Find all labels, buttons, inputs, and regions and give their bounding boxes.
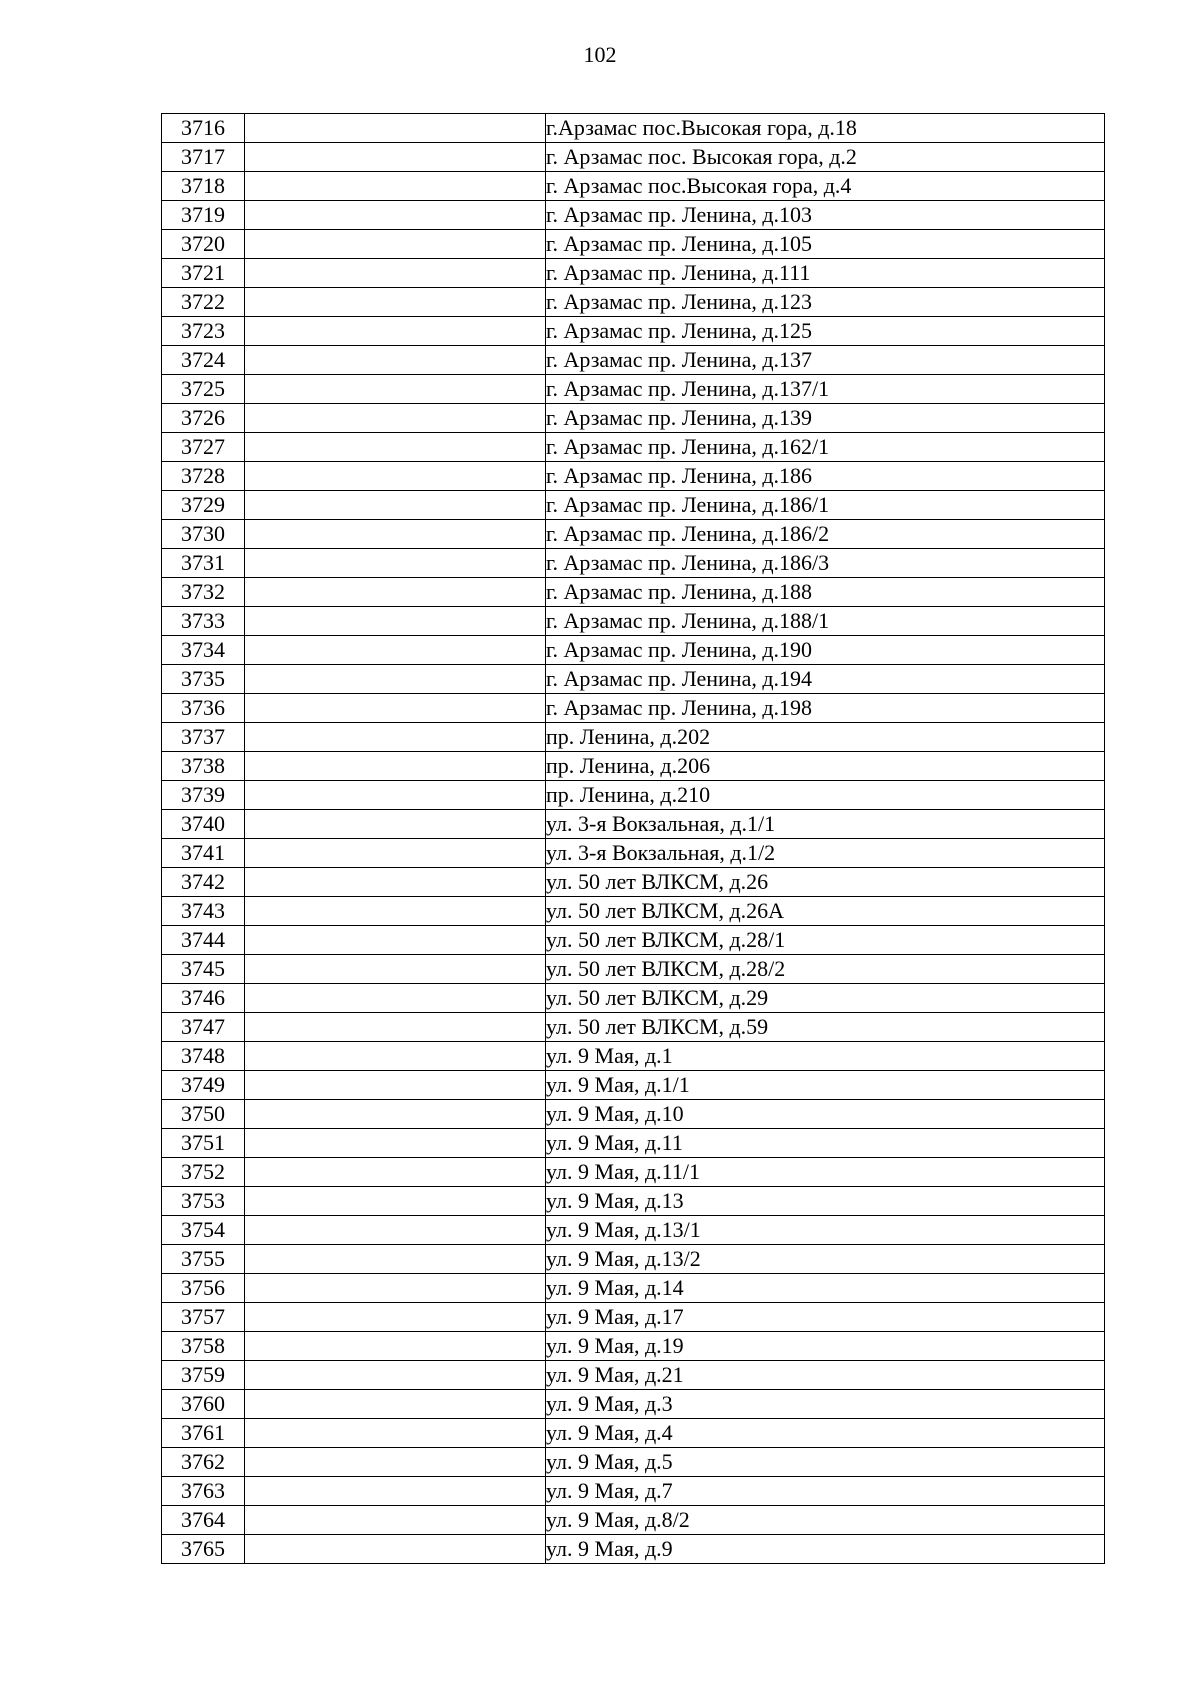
row-name-cell [245,752,546,781]
row-name-cell [245,317,546,346]
row-number-cell: 3739 [162,781,245,810]
row-name-cell [245,1274,546,1303]
row-number-cell: 3746 [162,984,245,1013]
row-number-cell: 3749 [162,1071,245,1100]
row-number-cell: 3765 [162,1535,245,1564]
row-address-cell: ул. 9 Мая, д.4 [546,1419,1105,1448]
table-row [162,1332,1105,1361]
row-address-cell: г. Арзамас пр. Ленина, д.188/1 [546,607,1105,636]
table-row [162,1013,1105,1042]
table-row [162,317,1105,346]
row-name-cell [245,1129,546,1158]
row-number-cell: 3762 [162,1448,245,1477]
row-number-cell: 3764 [162,1506,245,1535]
row-number-cell: 3737 [162,723,245,752]
row-name-cell [245,1100,546,1129]
row-number-cell: 3734 [162,636,245,665]
row-address-cell: г. Арзамас пр. Ленина, д.139 [546,404,1105,433]
row-address-cell: ул. 9 Мая, д.9 [546,1535,1105,1564]
table-row [162,694,1105,723]
row-number-cell: 3760 [162,1390,245,1419]
row-name-cell [245,839,546,868]
table-row [162,1477,1105,1506]
row-number-cell: 3729 [162,491,245,520]
row-address-cell: ул. 50 лет ВЛКСМ, д.29 [546,984,1105,1013]
row-address-cell: г. Арзамас пр. Ленина, д.125 [546,317,1105,346]
table-row [162,955,1105,984]
row-name-cell [245,636,546,665]
row-name-cell [245,346,546,375]
table-row [162,578,1105,607]
table-row [162,1216,1105,1245]
row-name-cell [245,1477,546,1506]
table-row [162,230,1105,259]
row-number-cell: 3726 [162,404,245,433]
row-name-cell [245,665,546,694]
row-address-cell: ул. 9 Мая, д.14 [546,1274,1105,1303]
row-number-cell: 3732 [162,578,245,607]
table-row [162,1129,1105,1158]
row-number-cell: 3725 [162,375,245,404]
row-number-cell: 3755 [162,1245,245,1274]
row-number-cell: 3745 [162,955,245,984]
table-row [162,114,1105,143]
row-number-cell: 3720 [162,230,245,259]
row-address-cell: ул. 9 Мая, д.19 [546,1332,1105,1361]
row-number-cell: 3723 [162,317,245,346]
table-row [162,1361,1105,1390]
table-row [162,143,1105,172]
row-name-cell [245,1390,546,1419]
row-address-cell: ул. 3-я Вокзальная, д.1/2 [546,839,1105,868]
row-address-cell: г. Арзамас пр. Ленина, д.190 [546,636,1105,665]
row-number-cell: 3740 [162,810,245,839]
row-number-cell: 3722 [162,288,245,317]
row-name-cell [245,1361,546,1390]
row-number-cell: 3750 [162,1100,245,1129]
row-number-cell: 3721 [162,259,245,288]
row-address-cell: пр. Ленина, д.210 [546,781,1105,810]
row-name-cell [245,1535,546,1564]
row-address-cell: ул. 50 лет ВЛКСМ, д.28/1 [546,926,1105,955]
row-address-cell: ул. 9 Мая, д.1 [546,1042,1105,1071]
row-name-cell [245,520,546,549]
row-address-cell: пр. Ленина, д.206 [546,752,1105,781]
row-name-cell [245,607,546,636]
row-name-cell [245,868,546,897]
table-row [162,201,1105,230]
row-number-cell: 3727 [162,433,245,462]
row-address-cell: ул. 9 Мая, д.13 [546,1187,1105,1216]
row-address-cell: г. Арзамас пр. Ленина, д.137 [546,346,1105,375]
row-name-cell [245,926,546,955]
table-row [162,433,1105,462]
table-row [162,636,1105,665]
row-name-cell [245,201,546,230]
row-address-cell: г. Арзамас пос. Высокая гора, д.2 [546,143,1105,172]
table-row [162,346,1105,375]
row-number-cell: 3757 [162,1303,245,1332]
table-row [162,1535,1105,1564]
row-name-cell [245,491,546,520]
table-row [162,723,1105,752]
table-row [162,1158,1105,1187]
row-number-cell: 3758 [162,1332,245,1361]
row-number-cell: 3742 [162,868,245,897]
page-number: 102 [583,42,617,67]
row-name-cell [245,723,546,752]
table-row [162,1071,1105,1100]
table-row [162,752,1105,781]
row-number-cell: 3759 [162,1361,245,1390]
row-number-cell: 3718 [162,172,245,201]
row-name-cell [245,1506,546,1535]
row-address-cell: г. Арзамас пр. Ленина, д.186/1 [546,491,1105,520]
row-name-cell [245,1448,546,1477]
row-number-cell: 3741 [162,839,245,868]
row-name-cell [245,694,546,723]
table-row [162,1419,1105,1448]
row-address-cell: ул. 9 Мая, д.1/1 [546,1071,1105,1100]
row-number-cell: 3763 [162,1477,245,1506]
row-address-cell: г. Арзамас пр. Ленина, д.111 [546,259,1105,288]
row-number-cell: 3736 [162,694,245,723]
row-address-cell: ул. 9 Мая, д.11/1 [546,1158,1105,1187]
row-number-cell: 3733 [162,607,245,636]
row-address-cell: ул. 9 Мая, д.17 [546,1303,1105,1332]
row-address-cell: пр. Ленина, д.202 [546,723,1105,752]
row-number-cell: 3735 [162,665,245,694]
table-row [162,607,1105,636]
table-row [162,462,1105,491]
row-name-cell [245,781,546,810]
row-name-cell [245,1071,546,1100]
table-row [162,172,1105,201]
row-address-cell: ул. 9 Мая, д.5 [546,1448,1105,1477]
row-name-cell [245,1158,546,1187]
row-number-cell: 3730 [162,520,245,549]
row-number-cell: 3731 [162,549,245,578]
row-address-cell: ул. 9 Мая, д.10 [546,1100,1105,1129]
row-address-cell: г.Арзамас пос.Высокая гора, д.18 [546,114,1105,143]
table-row [162,1303,1105,1332]
row-name-cell [245,578,546,607]
row-address-cell: г. Арзамас пр. Ленина, д.194 [546,665,1105,694]
row-name-cell [245,230,546,259]
row-name-cell [245,143,546,172]
table-row [162,549,1105,578]
row-number-cell: 3743 [162,897,245,926]
row-name-cell [245,984,546,1013]
row-number-cell: 3728 [162,462,245,491]
row-address-cell: г. Арзамас пр. Ленина, д.123 [546,288,1105,317]
row-number-cell: 3751 [162,1129,245,1158]
row-name-cell [245,549,546,578]
row-address-cell: г. Арзамас пр. Ленина, д.186/2 [546,520,1105,549]
row-name-cell [245,1332,546,1361]
row-address-cell: г. Арзамас пр. Ленина, д.162/1 [546,433,1105,462]
row-name-cell [245,1303,546,1332]
row-address-cell: г. Арзамас пр. Ленина, д.186 [546,462,1105,491]
row-name-cell [245,172,546,201]
table-row [162,1245,1105,1274]
row-name-cell [245,1216,546,1245]
row-number-cell: 3719 [162,201,245,230]
row-address-cell: г. Арзамас пр. Ленина, д.103 [546,201,1105,230]
table-row [162,810,1105,839]
row-number-cell: 3754 [162,1216,245,1245]
row-name-cell [245,1245,546,1274]
table-row [162,288,1105,317]
table-row [162,1506,1105,1535]
row-address-cell: ул. 9 Мая, д.8/2 [546,1506,1105,1535]
table-row [162,491,1105,520]
table-row [162,1274,1105,1303]
row-address-cell: г. Арзамас пр. Ленина, д.198 [546,694,1105,723]
row-name-cell [245,462,546,491]
address-table [161,113,1105,1564]
table-row [162,897,1105,926]
table-row [162,926,1105,955]
table-row [162,259,1105,288]
row-number-cell: 3756 [162,1274,245,1303]
row-address-cell: г. Арзамас пр. Ленина, д.186/3 [546,549,1105,578]
table-row [162,1187,1105,1216]
row-number-cell: 3747 [162,1013,245,1042]
row-name-cell [245,1042,546,1071]
row-address-cell: ул. 50 лет ВЛКСМ, д.26 [546,868,1105,897]
row-number-cell: 3752 [162,1158,245,1187]
table-row [162,1042,1105,1071]
table-row [162,665,1105,694]
row-number-cell: 3724 [162,346,245,375]
table-row [162,404,1105,433]
table-row [162,839,1105,868]
row-name-cell [245,955,546,984]
row-number-cell: 3748 [162,1042,245,1071]
row-number-cell: 3761 [162,1419,245,1448]
row-number-cell: 3744 [162,926,245,955]
table-row [162,1448,1105,1477]
row-name-cell [245,1187,546,1216]
table-row [162,1100,1105,1129]
row-name-cell [245,810,546,839]
row-name-cell [245,259,546,288]
row-address-cell: г. Арзамас пр. Ленина, д.137/1 [546,375,1105,404]
row-number-cell: 3753 [162,1187,245,1216]
row-address-cell: ул. 9 Мая, д.13/2 [546,1245,1105,1274]
row-address-cell: ул. 9 Мая, д.11 [546,1129,1105,1158]
row-name-cell [245,114,546,143]
table-row [162,375,1105,404]
row-name-cell [245,404,546,433]
row-number-cell: 3716 [162,114,245,143]
row-name-cell [245,288,546,317]
row-address-cell: г. Арзамас пр. Ленина, д.105 [546,230,1105,259]
row-name-cell [245,375,546,404]
row-name-cell [245,1013,546,1042]
table-row [162,520,1105,549]
row-name-cell [245,433,546,462]
row-address-cell: ул. 9 Мая, д.13/1 [546,1216,1105,1245]
row-address-cell: ул. 3-я Вокзальная, д.1/1 [546,810,1105,839]
table-row [162,868,1105,897]
table-row [162,984,1105,1013]
row-address-cell: ул. 9 Мая, д.7 [546,1477,1105,1506]
row-address-cell: ул. 50 лет ВЛКСМ, д.28/2 [546,955,1105,984]
row-address-cell: ул. 9 Мая, д.21 [546,1361,1105,1390]
table-row [162,1390,1105,1419]
row-name-cell [245,1419,546,1448]
row-address-cell: ул. 9 Мая, д.3 [546,1390,1105,1419]
row-number-cell: 3717 [162,143,245,172]
row-address-cell: ул. 50 лет ВЛКСМ, д.26А [546,897,1105,926]
row-address-cell: г. Арзамас пос.Высокая гора, д.4 [546,172,1105,201]
table-row [162,781,1105,810]
row-name-cell [245,897,546,926]
row-address-cell: г. Арзамас пр. Ленина, д.188 [546,578,1105,607]
row-address-cell: ул. 50 лет ВЛКСМ, д.59 [546,1013,1105,1042]
row-number-cell: 3738 [162,752,245,781]
address-table-body [162,114,1105,1564]
